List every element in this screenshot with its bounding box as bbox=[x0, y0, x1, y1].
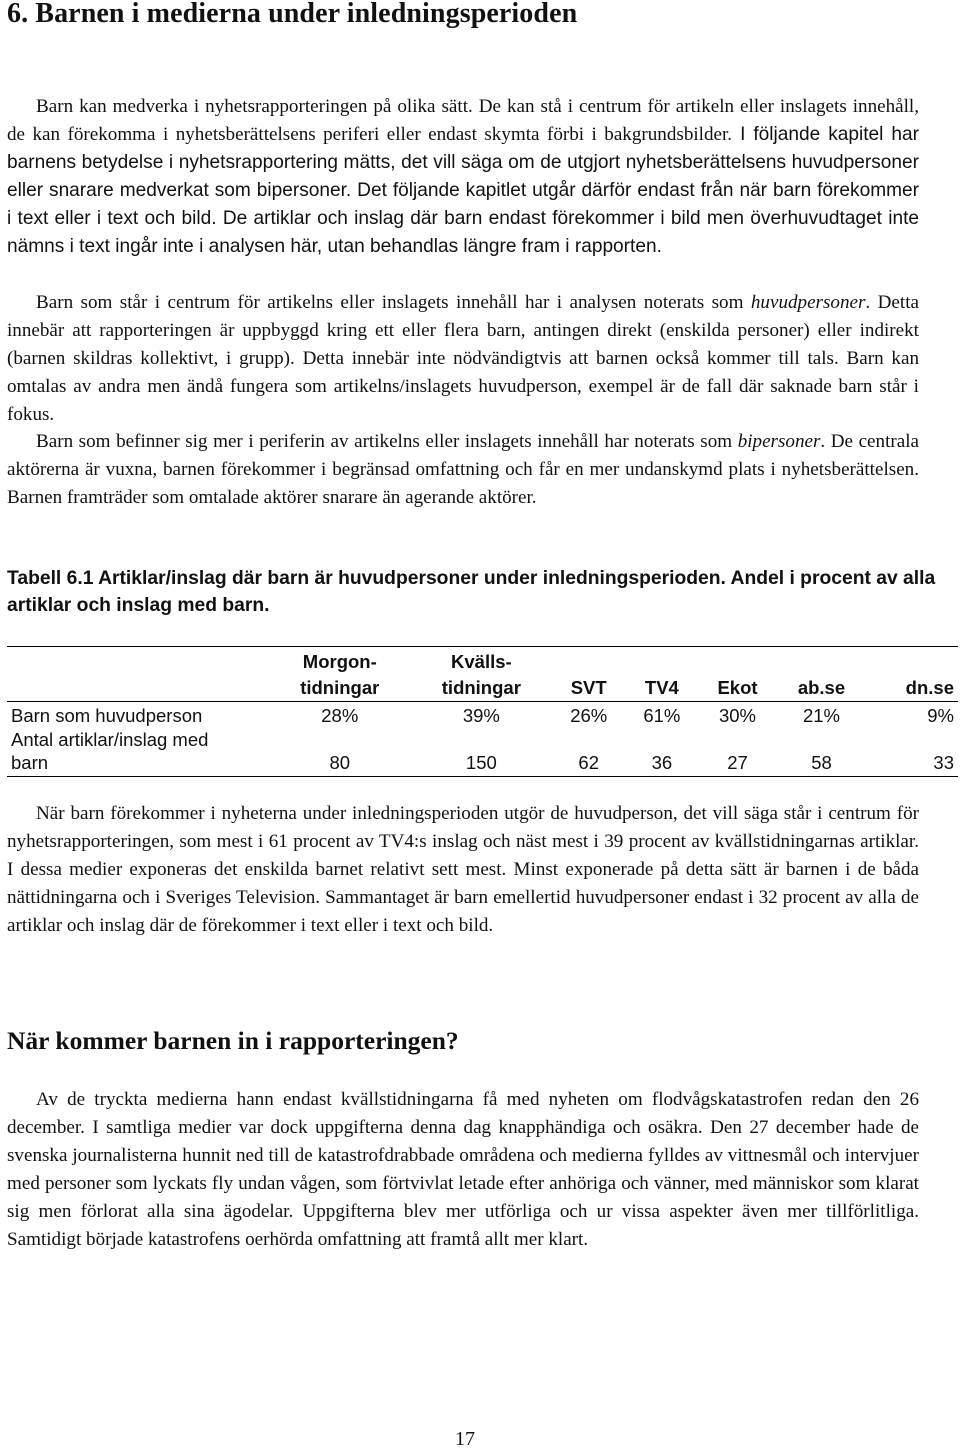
table-row bbox=[7, 727, 958, 777]
paragraph-intro bbox=[7, 93, 919, 261]
paragraph-bipersoner-part-a: Barn som befinner sig mer i periferin av artikelns eller inslagets innehåll har noterats som bbox=[36, 431, 738, 452]
header-empty-cell bbox=[7, 647, 269, 702]
table-cell: 26% bbox=[570, 705, 608, 726]
table-cell: 36 bbox=[625, 727, 698, 777]
term-huvudpersoner: huvudpersoner bbox=[750, 292, 866, 313]
table-cell: 30% bbox=[718, 705, 757, 726]
paragraph-analysis-text: När barn förekommer i nyheterna under inledningsperioden utgör de huvudperson, det vill säga står i centrum för nyhetsrapporteringen, som mest i 61 procent av TV4:s inslag och näst mest i 39 procent av kvällstidningarnas artiklar. I dessa medier exponeras det enskilda barnet relativt sett mest. Minst exponerade på detta sätt är barnen i de båda nättidningarna och i Sveriges Television. Sammantaget är barn emellertid huvudpersoner endast i 32 procent av alla de artiklar och inslag där de förekommer i text eller i text och bild. bbox=[7, 803, 919, 936]
table-header-row bbox=[7, 647, 958, 702]
header-dn: dn.se bbox=[866, 647, 958, 702]
header-morgon-line1: Morgon- bbox=[302, 651, 377, 672]
paragraph-analysis bbox=[7, 800, 919, 940]
header-kvallstidningar bbox=[411, 647, 553, 702]
header-kvalls-line1: Kvälls- bbox=[451, 651, 512, 672]
table-cell: 80 bbox=[269, 727, 411, 777]
paragraph-section-text: Av de tryckta medierna hann endast kvällstidningarna få med nyheten om flodvågskatastrofen redan den 26 december. I samtliga medier var dock uppgifterna denna dag knapphändiga och osäkra. Den 27 december hade de svenska journalisterna hunnit ned till de katastrofdrabbade områdena och medierna fylldes av vittnesmål och intervjuer med personer som lyckats fly undan vågen, som förtvivlat letade efter anhöriga och vänner, med människor som klarat sig men förlorat alla sina ägodelar. Uppgifterna blev mer utförliga och ur vissa aspekter även mer tillförlitliga. Samtidigt började katastrofens oerhörda omfattning att framtå allt mer klart. bbox=[7, 1089, 919, 1250]
term-bipersoner: bipersoner bbox=[737, 431, 821, 452]
header-tv4: TV4 bbox=[625, 647, 698, 702]
row-label: Barn som huvudperson bbox=[11, 705, 203, 726]
paragraph-huvudpersoner bbox=[7, 289, 919, 429]
paragraph-intro-part-a: Barn kan medverka i nyhetsrapporteringen på olika sätt. De kan stå i centrum för artikeln eller inslagets innehåll, de kan förekomma i nyhetsberättelsens periferi eller endast skymta förbi i bakgrundsbilder. bbox=[7, 96, 919, 145]
paragraph-section bbox=[7, 1086, 919, 1254]
table-cell: 62 bbox=[552, 727, 625, 777]
row-label-line2: barn bbox=[11, 752, 49, 773]
section-heading: När kommer barnen in i rapporteringen? bbox=[7, 1026, 459, 1055]
table-cell: 61% bbox=[643, 705, 681, 726]
page-number: 17 bbox=[455, 1428, 475, 1450]
table-cell: 21% bbox=[802, 705, 840, 726]
table-row bbox=[7, 702, 958, 728]
table-cell: 28% bbox=[321, 705, 359, 726]
row-label bbox=[7, 727, 269, 777]
row-label-line1: Antal artiklar/inslag med bbox=[11, 729, 209, 750]
table-cell: 27 bbox=[698, 727, 776, 777]
table-cell: 58 bbox=[777, 727, 867, 777]
table-cell: 33 bbox=[866, 727, 958, 777]
header-kvalls-line2: tidningar bbox=[441, 677, 521, 698]
paragraph-intro-part-b: I följande kapitel har barnens betydelse i nyhetsrapportering mätts, det vill säga om de utgjort nyhetsberättelsens huvudpersoner eller snarare medverkat som bipersoner. Det följande kapitlet utgår därför endast från när barn förekommer i text eller i text och bild. De artiklar och inslag där barn endast förekommer i bild men överhuvudtaget inte nämns i text ingår inte i analysen här, utan behandlas längre fram i rapporten. bbox=[7, 124, 919, 257]
data-table bbox=[7, 646, 958, 777]
table-caption: Tabell 6.1 Artiklar/inslag där barn är huvudpersoner under inledningsperioden. Andel i procent av alla artiklar och inslag med barn. bbox=[7, 568, 936, 616]
table-cell: 150 bbox=[411, 727, 553, 777]
table-cell: 9% bbox=[927, 705, 954, 726]
header-ab: ab.se bbox=[777, 647, 867, 702]
header-svt: SVT bbox=[552, 647, 625, 702]
paragraph-huvudpersoner-part-b: . Detta innebär att rapporteringen är uppbyggd kring ett eller flera barn, antingen direkt (enskilda personer) eller indirekt (barnen skildras kollektivt, i grupp). Detta innebär inte nödvändigtvis att barnen också kommer till tals. Barn kan omtalas av andra men ändå fungera som artikelns/inslagets huvudperson, exempel är de fall där saknade barn står i fokus. bbox=[7, 292, 919, 425]
chapter-heading: 6. Barnen i medierna under inledningsperioden bbox=[7, 0, 578, 29]
header-morgontidningar bbox=[269, 647, 411, 702]
paragraph-huvudpersoner-part-a: Barn som står i centrum för artikelns eller inslagets innehåll har i analysen noterats som bbox=[36, 292, 751, 313]
table-cell: 39% bbox=[462, 705, 500, 726]
header-ekot: Ekot bbox=[698, 647, 776, 702]
paragraph-bipersoner-part-b: . De centrala aktörerna är vuxna, barnen förekommer i begränsad omfattning och får en mer undanskymd plats i nyhetsberättelsen. Barnen framträder som omtalade aktörer snarare än agerande aktörer. bbox=[7, 431, 920, 508]
paragraph-bipersoner bbox=[7, 428, 919, 512]
header-morgon-line2: tidningar bbox=[300, 677, 380, 698]
